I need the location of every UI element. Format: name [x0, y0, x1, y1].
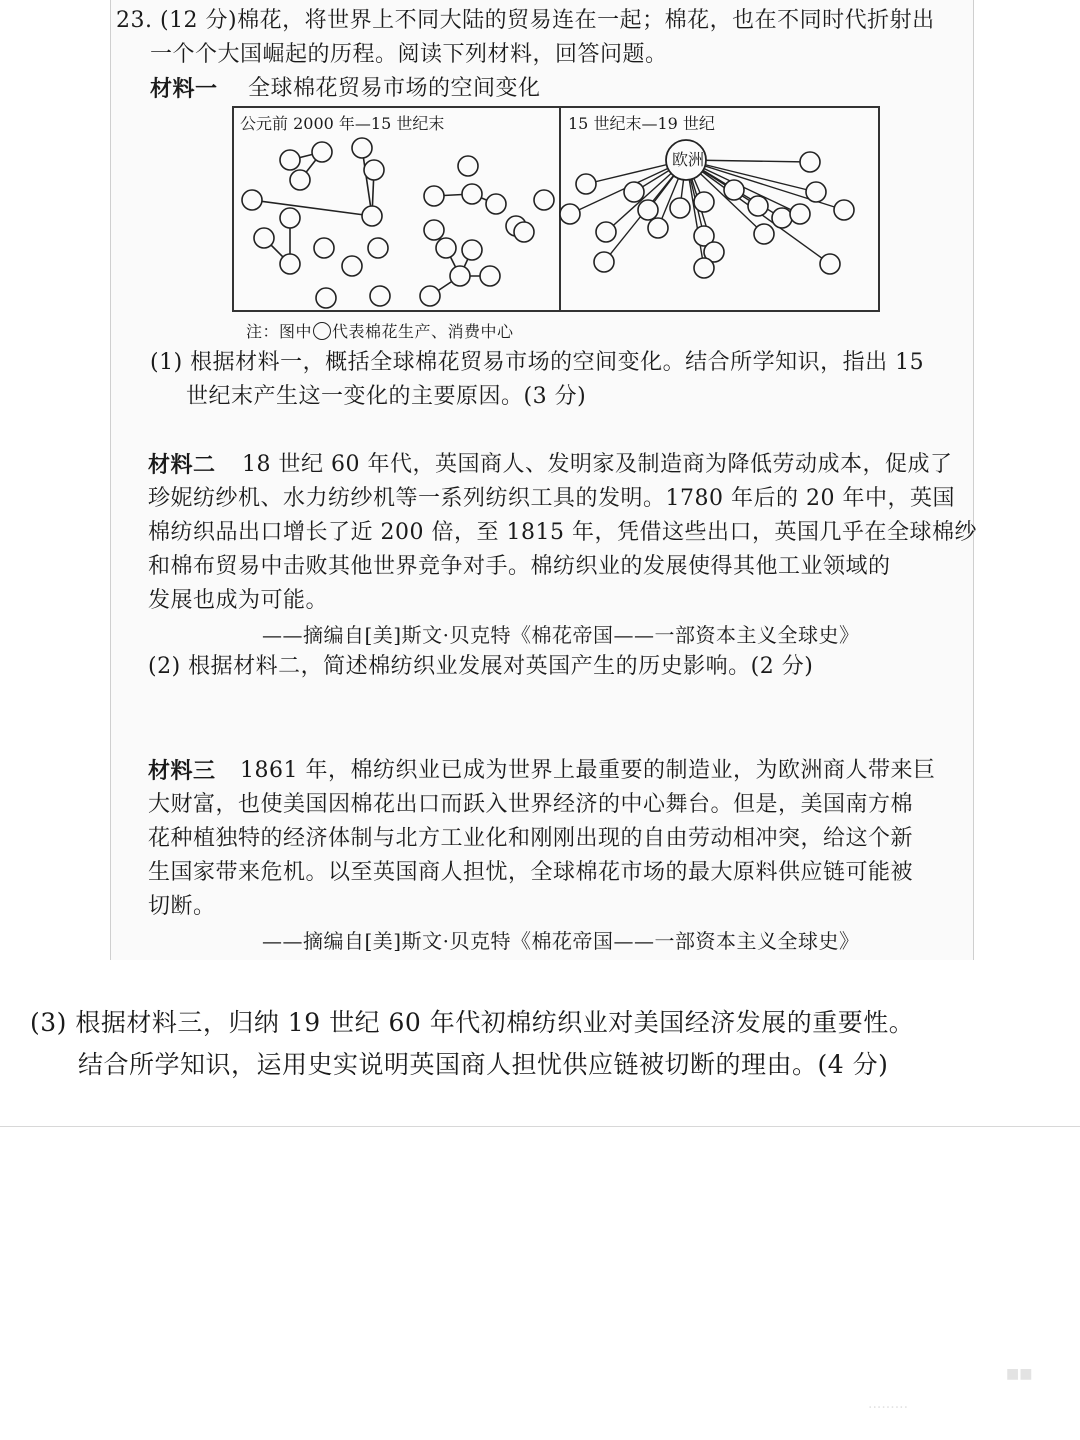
- material2-label: 材料二: [148, 452, 216, 478]
- right-panel-title: 15 世纪末—19 世纪: [568, 114, 715, 133]
- cotton-center-node: [424, 220, 444, 240]
- cotton-center-node: [514, 222, 534, 242]
- material3-line4: 生国家带来危机。以至英国商人担忧，全球棉花市场的最大原料供应链可能被: [148, 860, 914, 885]
- cotton-center-node: [790, 204, 810, 224]
- cotton-center-node: [772, 208, 792, 228]
- cotton-center-node: [370, 286, 390, 306]
- cotton-center-node: [800, 152, 820, 172]
- cotton-center-node: [312, 142, 332, 162]
- cotton-center-node: [754, 224, 774, 244]
- cotton-center-node: [560, 204, 580, 224]
- cotton-center-node: [436, 238, 456, 258]
- cotton-center-node: [254, 228, 274, 248]
- right-panel-network: [560, 140, 854, 278]
- left-panel-network: [242, 138, 554, 308]
- cotton-center-node: [648, 218, 668, 238]
- cotton-center-node: [820, 254, 840, 274]
- cotton-center-node: [352, 138, 372, 158]
- question-intro-line2: 一个个大国崛起的历程。阅读下列材料，回答问题。: [150, 42, 668, 67]
- material3-line2: 大财富，也使美国因棉花出口而跃入世界经济的中心舞台。但是，美国南方棉: [148, 792, 914, 817]
- cotton-center-node: [420, 286, 440, 306]
- diagram-note-suffix: 代表棉花生产、消费中心: [332, 322, 514, 341]
- diagram-svg: [234, 108, 878, 310]
- cotton-center-node: [314, 238, 334, 258]
- cotton-center-node: [624, 182, 644, 202]
- cotton-center-node: [834, 200, 854, 220]
- watermark-logo: ■■: [1006, 1366, 1033, 1382]
- cotton-center-node: [486, 194, 506, 214]
- cotton-center-node: [638, 200, 658, 220]
- material3-line3: 花种植独特的经济体制与北方工业化和刚刚出现的自由劳动相冲突，给这个新: [148, 826, 914, 851]
- cotton-center-node: [748, 196, 768, 216]
- material3-label: 材料三: [148, 758, 216, 784]
- cotton-center-node: [724, 180, 744, 200]
- cotton-center-node: [594, 252, 614, 272]
- cotton-center-node: [670, 198, 690, 218]
- q1-line1: (1) 根据材料一，概括全球棉花贸易市场的空间变化。结合所学知识，指出 15: [150, 350, 925, 375]
- cotton-center-node: [694, 258, 714, 278]
- material2-source: ——摘编自[美]斯文·贝克特《棉花帝国——一部资本主义全球史》: [262, 623, 860, 647]
- cotton-center-node: [462, 240, 482, 260]
- material3-line1: 1861 年，棉纺织业已成为世界上最重要的制造业，为欧洲商人带来巨: [240, 758, 936, 783]
- cotton-center-node: [280, 254, 300, 274]
- q2-line1: (2) 根据材料二，简述棉纺织业发展对英国产生的历史影响。(2 分): [148, 654, 814, 679]
- watermark-text: ·········: [868, 1400, 909, 1416]
- trade-link-line: [252, 200, 372, 216]
- section-divider: [0, 1126, 1080, 1127]
- material2-line1: 18 世纪 60 年代，英国商人、发明家及制造商为降低劳动成本，促成了: [242, 452, 953, 477]
- cotton-center-node: [342, 256, 362, 276]
- cotton-center-node: [290, 170, 310, 190]
- material2-line4: 和棉布贸易中击败其他世界竞争对手。棉纺织业的发展使得其他工业领域的: [148, 554, 891, 579]
- cotton-center-node: [462, 184, 482, 204]
- cotton-center-node: [316, 288, 336, 308]
- diagram-note-prefix: 注：图中: [246, 322, 313, 341]
- cotton-center-node: [458, 156, 478, 176]
- cotton-center-node: [450, 266, 470, 286]
- cotton-center-node: [424, 186, 444, 206]
- material2-line5: 发展也成为可能。: [148, 588, 329, 613]
- cotton-center-node: [534, 190, 554, 210]
- cotton-center-node: [362, 206, 382, 226]
- europe-hub-label: 欧洲: [671, 150, 704, 169]
- material3-source: ——摘编自[美]斯文·贝克特《棉花帝国——一部资本主义全球史》: [262, 929, 860, 953]
- circle-legend-icon: [313, 322, 331, 340]
- cotton-center-node: [806, 182, 826, 202]
- cotton-trade-diagram: [232, 106, 880, 312]
- material2-line2: 珍妮纺纱机、水力纺纱机等一系列纺织工具的发明。1780 年后的 20 年中，英国: [148, 486, 955, 511]
- material1-title: 全球棉花贸易市场的空间变化: [248, 76, 541, 101]
- cotton-center-node: [280, 208, 300, 228]
- material1-label: 材料一: [150, 76, 218, 102]
- diagram-note: [246, 322, 514, 342]
- left-panel-title: 公元前 2000 年—15 世纪末: [240, 114, 445, 133]
- material2-line3: 棉纺织品出口增长了近 200 倍，至 1815 年，凭借这些出口，英国几乎在全球棉纱: [148, 520, 977, 545]
- cotton-center-node: [576, 174, 596, 194]
- cotton-center-node: [694, 192, 714, 212]
- cotton-center-node: [480, 266, 500, 286]
- cotton-center-node: [242, 190, 262, 210]
- cotton-center-node: [364, 160, 384, 180]
- cotton-center-node: [280, 150, 300, 170]
- cotton-center-node: [368, 238, 388, 258]
- q1-line2: 世纪末产生这一变化的主要原因。(3 分): [186, 384, 587, 409]
- cotton-center-node: [596, 222, 616, 242]
- material3-line5: 切断。: [148, 894, 216, 919]
- q3-line1: (3) 根据材料三，归纳 19 世纪 60 年代初棉纺织业对美国经济发展的重要性。: [30, 1008, 915, 1037]
- q3-line2: 结合所学知识，运用史实说明英国商人担忧供应链被切断的理由。(4 分): [78, 1050, 889, 1079]
- question-intro-line1: 23. (12 分)棉花，将世界上不同大陆的贸易连在一起；棉花，也在不同时代折射出: [116, 8, 935, 33]
